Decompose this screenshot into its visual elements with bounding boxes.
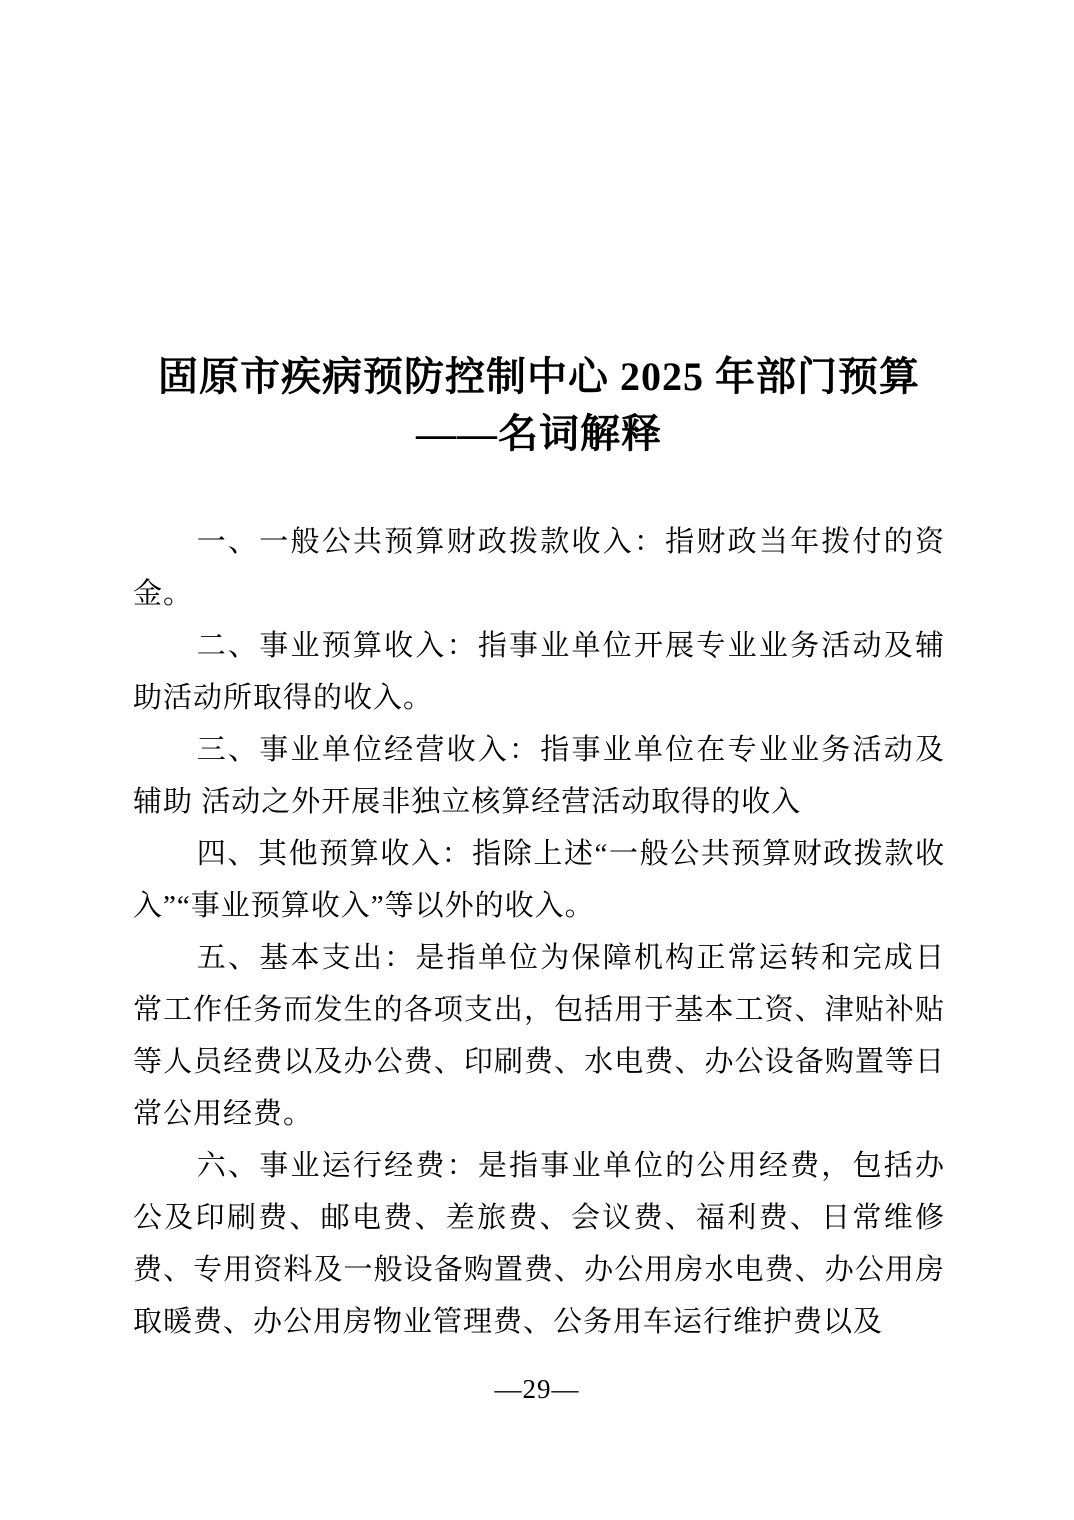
document-title-line1: 固原市疾病预防控制中心 2025 年部门预算 [158,354,920,399]
document-body [133,516,945,1348]
page-number: —29— [494,1374,580,1404]
document-title-line2: ——名词解释 [416,411,662,456]
paragraph-2: 二、事业预算收入：指事业单位开展专业业务活动及辅助活动所取得的收入。 [133,630,945,714]
paragraph-6: 六、事业运行经费：是指事业单位的公用经费，包括办公及印刷费、邮电费、差旅费、会议费、福利费、日常维修费、专用资料及一般设备购置费、办公用房水电费、办公用房取暖费、办公用房物业管理费、公务用车运行维护费以及 [133,1150,945,1338]
paragraph-1: 一、一般公共预算财政拨款收入：指财政当年拨付的资金。 [133,526,945,610]
document-title [133,348,945,462]
paragraph-3: 三、事业单位经营收入：指事业单位在专业业务活动及辅助 活动之外开展非独立核算经营活动取得的收入 [133,734,945,818]
document-content [133,348,945,1348]
paragraph-4: 四、其他预算收入：指除上述“一般公共预算财政拨款收入”“事业预算收入”等以外的收入。 [133,838,945,922]
paragraph-5: 五、基本支出：是指单位为保障机构正常运转和完成日常工作任务而发生的各项支出，包括用于基本工资、津贴补贴等人员经费以及办公费、印刷费、水电费、办公设备购置等日常公用经费。 [133,942,945,1130]
